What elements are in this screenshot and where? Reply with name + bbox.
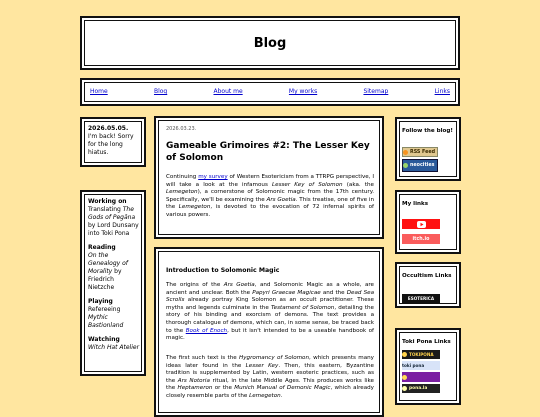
text-italic: Papyri Graecae Magicae <box>252 289 321 296</box>
status-text <box>88 125 140 157</box>
text-italic: Heptameron <box>177 385 213 392</box>
esoterica-button[interactable] <box>402 294 440 303</box>
post-date: 2026.03.23. <box>166 126 197 132</box>
post-excerpt <box>166 174 374 220</box>
text: Continuing <box>166 174 199 180</box>
occult-heading: Occultism Links <box>402 273 452 279</box>
text: of Western Esotericism from a TTRPG perspective, I will take a look at the infamous <box>166 174 374 188</box>
text: , which already closely resemble parts of the <box>166 385 374 399</box>
text: ritual, in the late Middle Ages. This produces works like the <box>166 377 374 392</box>
nav-link-about[interactable]: About me <box>213 88 243 95</box>
reading-heading: Reading <box>88 244 116 251</box>
survey-link[interactable]: my survey <box>198 174 228 180</box>
play-icon <box>417 221 426 228</box>
rss-icon <box>403 150 408 155</box>
esoterica-label: ESOTERICA <box>407 296 435 301</box>
tokipona-label-2: toki pona <box>402 363 425 368</box>
text-italic: Lesser Key <box>245 362 279 369</box>
mylinks-heading: My links <box>402 201 429 207</box>
text-italic: Testament of Solomon <box>270 304 335 311</box>
watching-heading: Watching <box>88 336 120 343</box>
text: , and Solomonic Magic as a whole, are ancient and unclear. Both the <box>166 282 374 296</box>
post-body <box>154 247 384 417</box>
nav-bar <box>80 78 460 106</box>
text-italic: Lemegeton <box>178 204 211 211</box>
tokipona-button-2[interactable] <box>402 361 440 370</box>
playing-pre: Refereeing <box>88 306 121 313</box>
working-post: by Lord Dunsany into Toki Pona <box>88 222 139 237</box>
follow-heading: Follow the blog! <box>402 128 453 134</box>
pona-la-button[interactable] <box>402 384 440 393</box>
text: , which presents many ideas later found in the <box>166 355 374 369</box>
status-date: 2026.05.05. <box>88 125 129 132</box>
pona-la-label: pona.la <box>409 386 428 391</box>
sun-icon <box>402 375 407 380</box>
toki-pona-links-panel <box>395 328 461 405</box>
paragraph-2 <box>166 355 374 401</box>
itchio-label: itch.io <box>412 236 430 242</box>
nav-link-works[interactable]: My works <box>288 88 318 95</box>
activity-panel <box>80 190 146 376</box>
page-title: Blog <box>253 36 287 51</box>
text: . <box>280 392 283 399</box>
nav-link-sitemap[interactable]: Sitemap <box>363 88 389 95</box>
header-panel <box>80 16 460 70</box>
tokipona-button-3[interactable] <box>402 372 440 382</box>
working-pre: Translating <box>88 206 123 213</box>
reading-post: by Friedrich Nietzche <box>88 268 122 291</box>
neocities-label: neocities <box>410 163 435 168</box>
text-italic: Munich Manual of Demonic Magic <box>234 385 331 392</box>
section-heading: Introduction to Solomonic Magic <box>166 267 280 274</box>
text-italic: Dead Sea Scrolls <box>166 289 375 304</box>
paragraph-1 <box>166 282 374 343</box>
nav-link-blog[interactable]: Blog <box>153 88 168 95</box>
occultism-links-panel <box>395 262 461 308</box>
activity-text <box>88 198 140 352</box>
text: already portray King Solomon as an occult practitioner. These myths and legends culminate in the <box>166 297 374 311</box>
text-italic: Lemegeton <box>249 392 281 399</box>
enoch-link[interactable]: Book of Enoch <box>185 327 228 334</box>
text: , is devoted to the evocation of 72 infernal spirits of various powers. <box>166 204 374 218</box>
youtube-button[interactable] <box>402 219 440 229</box>
status-panel <box>80 117 146 167</box>
playing-heading: Playing <box>88 298 113 305</box>
text-italic: Ars Goetia <box>266 196 296 203</box>
rss-label: RSS Feed <box>410 149 436 155</box>
tokipona-button-1[interactable] <box>402 350 440 359</box>
playing-game: Mythic Bastionland <box>88 314 124 329</box>
text-italic: Ars Notoria <box>177 377 210 384</box>
my-links-panel <box>395 190 461 254</box>
text-italic: Ars Goetia <box>223 282 255 288</box>
text-italic: Lemegeton <box>166 189 198 196</box>
text: , but it isn't intended to be a useable handbook of magic. <box>166 327 375 342</box>
follow-panel <box>395 117 461 181</box>
nav-link-home[interactable]: Home <box>90 88 108 95</box>
blog-post <box>154 116 384 239</box>
status-message: I'm back! Sorry for the long hiatus. <box>88 133 134 156</box>
text: The first such text is the <box>166 355 240 361</box>
text: , detailing the story of his binding and exorcism of demons. The text provides a thorough catalogue of demons, which can, in some sense, be traced back to the <box>166 304 374 334</box>
post-title[interactable]: Gameable Grimoires #2: The Lesser Key of Solomon <box>166 141 370 163</box>
sun-icon <box>402 352 407 357</box>
text: . Then, this eastern, Byzantine tradition is supplemented by Latin, western esoteric practices, such as the <box>166 362 374 384</box>
watching-show: Witch Hat Atelier <box>88 344 140 351</box>
flower-icon <box>402 386 407 391</box>
text: . This treatise, one of five in the <box>166 196 374 211</box>
neocities-icon <box>403 163 408 168</box>
neocities-button[interactable] <box>402 159 438 172</box>
itchio-button[interactable] <box>402 234 440 244</box>
text: (aka. the <box>342 181 374 188</box>
text: or the <box>212 385 235 392</box>
reading-book: On the Genealogy of Morality <box>88 252 128 275</box>
text: The origins of the <box>166 282 224 288</box>
text-italic: Lesser Key of Solomon <box>272 181 343 188</box>
working-heading: Working on <box>88 198 127 205</box>
tokipona-label-1: TOKIPONA <box>409 352 434 357</box>
nav-links <box>90 88 450 95</box>
text-italic: Hygromancy of Solomon <box>239 355 310 361</box>
toki-heading: Toki Pona Links <box>402 339 451 345</box>
text: and the <box>320 289 347 296</box>
working-book: The Gods of Pegāna <box>88 206 136 221</box>
rss-feed-button[interactable] <box>402 147 438 157</box>
nav-link-links[interactable]: Links <box>434 88 450 95</box>
text: ), a cornerstone of Solomonic magic from the 17th century. Specifically, we'll be examining the <box>166 189 374 203</box>
